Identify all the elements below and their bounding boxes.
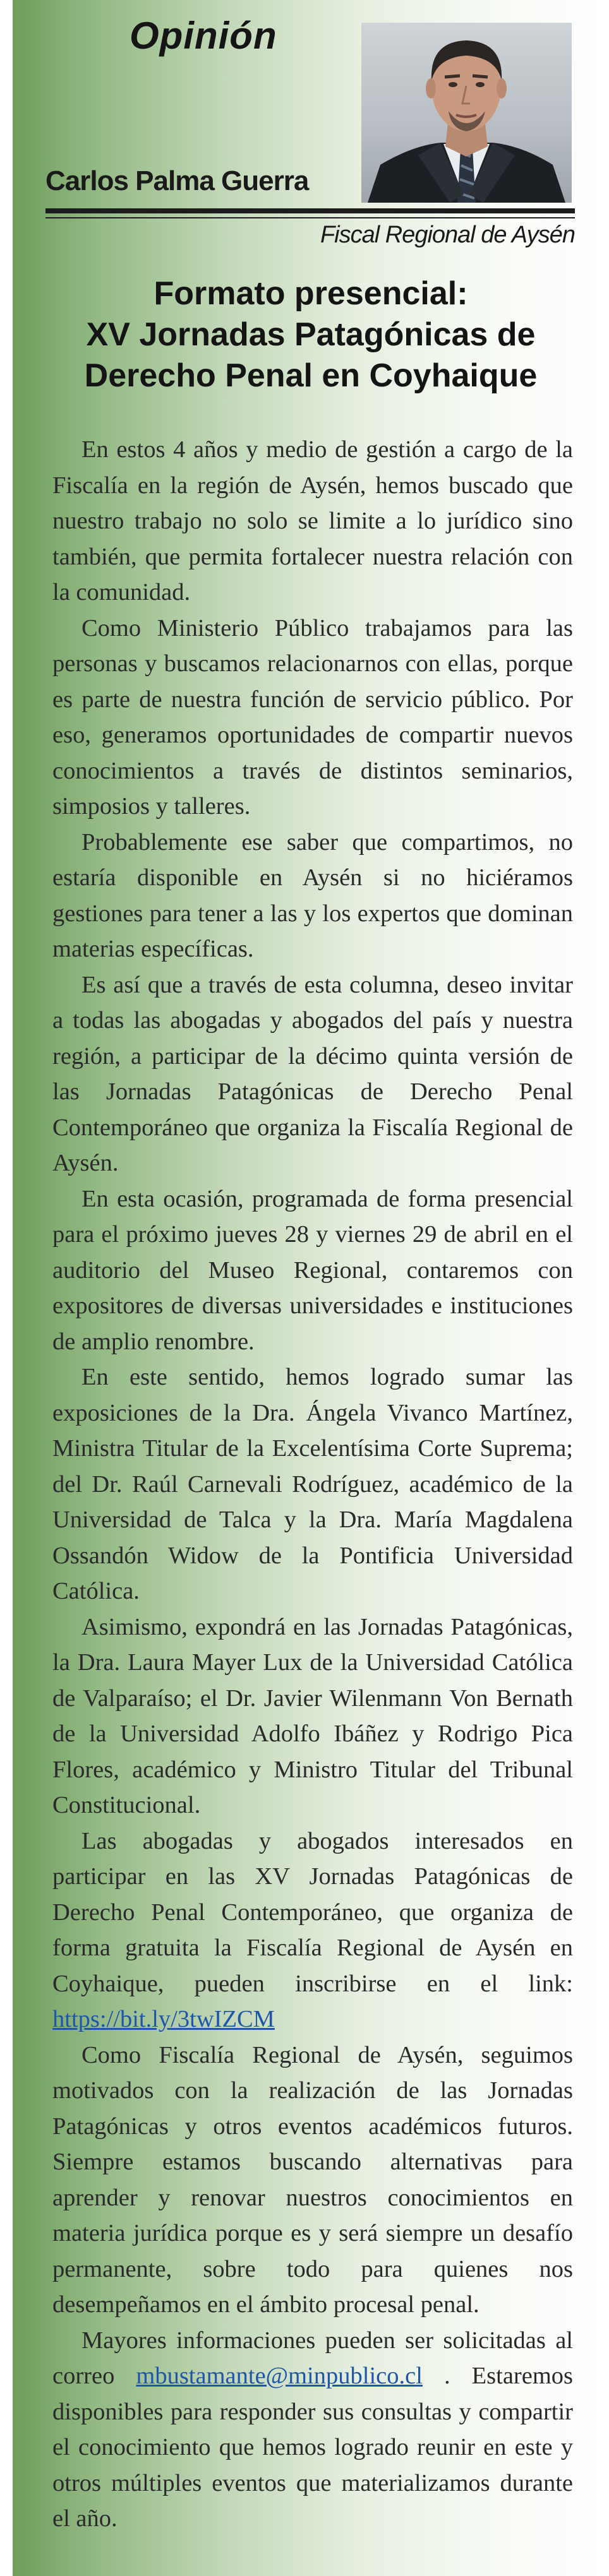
paragraph-9: Como Fiscalía Regional de Aysén, seguimos motivados con la realización de las Jornadas Patagónicas y otros eventos académicos futuros. Siempre estamos buscando alternativas para aprender y renovar nuestros conocimientos en materia jurídica porque es y será siempre un desafío permanente, sobre todo para quienes nos desempeñamos en el ámbito procesal penal.: [52, 2041, 573, 2318]
paragraph-1: En estos 4 años y medio de gestión a cargo de la Fiscalía en la región de Aysén, hemos buscado que nuestro trabajo no solo se limite a lo jurídico sino también, que permita fortalecer nuestra relación con la comunidad.: [52, 436, 573, 605]
paragraph-3: Probablemente ese saber que compartimos, no estaría disponible en Aysén si no hiciéramos gestiones para tener a las y los expertos que dominan materias específicas.: [52, 828, 573, 962]
article-body: [52, 432, 573, 2537]
paragraph-7: Asimismo, expondrá en las Jornadas Patagónicas, la Dra. Laura Mayer Lux de la Universidad Católica de Valparaíso; el Dr. Javier Wilenmann Von Bernath de la Universidad Adolfo Ibáñez y Rodrigo Pica Flores, académico y Ministro Titular del Tribunal Constitucional.: [52, 1613, 573, 1818]
header-divider-thin: [45, 217, 575, 218]
author-name: Carlos Palma Guerra: [45, 165, 309, 196]
headline-line-2: XV Jornadas Patagónicas de: [86, 316, 536, 353]
paragraph-8: [52, 1823, 573, 2037]
paragraph-5: En esta ocasión, programada de forma presencial para el próximo jueves 28 y viernes 29 de abril en el auditorio del Museo Regional, contaremos con expositores de diversas universidades e instituciones de amplio renombre.: [52, 1185, 573, 1355]
paragraph-10-text-end: . Estaremos disponibles para responder sus consultas y compartir el conocimiento que hemos logrado reunir en este y otros múltiples eventos que materializamos durante el año.: [52, 2363, 573, 2532]
headline-line-3: Derecho Penal en Coyhaique: [84, 357, 538, 394]
headline-line-1: Formato presencial:: [154, 275, 468, 312]
registration-link[interactable]: https://bit.ly/3twIZCM: [52, 2006, 275, 2032]
section-label: Opinión: [130, 15, 277, 57]
column-header: [13, 0, 609, 248]
paragraph-8-text: Las abogadas y abogados interesados en participar en las XV Jornadas Patagónicas de Derecho Penal Contemporáneo, que organiza de forma gratuita la Fiscalía Regional de Aysén en Coyhaique, pueden inscribirse en el link:: [52, 1827, 573, 1997]
author-portrait-icon: [361, 23, 572, 203]
paragraph-2: Como Ministerio Público trabajamos para las personas y buscamos relacionarnos con ellas, porque es parte de nuestra función de servicio público. Por eso, generamos oportunidades de compartir nuevos conocimientos a través de distintos seminarios, simposios y talleres.: [52, 614, 573, 820]
paragraph-6: En este sentido, hemos logrado sumar las exposiciones de la Dra. Ángela Vivanco Martínez, Ministra Titular de la Excelentísima Corte Suprema; del Dr. Raúl Carnevali Rodríguez, académico de la Universidad de Talca y la Dra. María Magdalena Ossandón Widow de la Pontificia Universidad Católica.: [52, 1364, 573, 1604]
author-role: Fiscal Regional de Aysén: [320, 222, 575, 248]
paragraph-10-text: Mayores informaciones pueden ser solicitadas al correo: [52, 2327, 573, 2389]
header-divider-thick: [45, 208, 575, 213]
paragraph-4: Es así que a través de esta columna, deseo invitar a todas las abogadas y abogados del país y nuestra región, a participar de la décimo quinta versión de las Jornadas Patagónicas de Derecho Penal Contemporáneo que organiza la Fiscalía Regional de Aysén.: [52, 971, 573, 1176]
paragraph-10: [52, 2323, 573, 2537]
article-headline: [38, 273, 584, 397]
author-photo: [361, 23, 572, 203]
contact-email-link[interactable]: mbustamante@minpublico.cl: [136, 2363, 423, 2389]
opinion-column: [13, 0, 609, 2576]
